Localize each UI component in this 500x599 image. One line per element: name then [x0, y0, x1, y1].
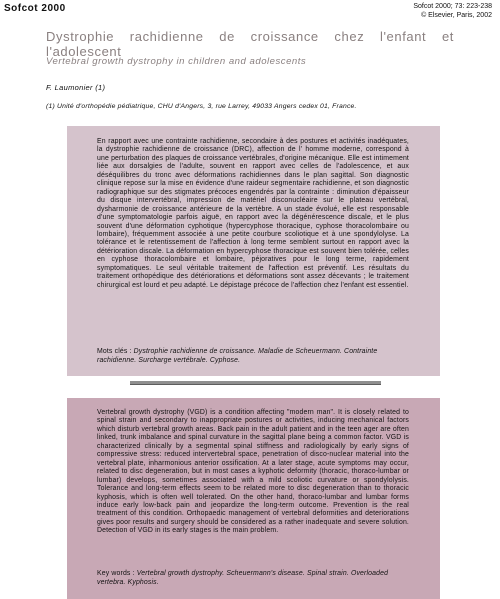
- keywords-english-list: Vertebral growth dystrophy. Scheuermann's disease. Spinal strain. Overloaded vertebra. Kyphosis.: [97, 570, 389, 586]
- keywords-french-list: Dystrophie rachidienne de croissance. Maladie de Scheuermann. Contrainte rachidienne. Surcharge vertébrale. Cyphose.: [97, 348, 378, 364]
- abstract-english-text: Vertebral growth dystrophy (VGD) is a condition affecting "modern man". It is closely related to spinal strain and secondary to inappropriate postures or activities, inducing mechanical factors which disturb vertebral growth areas. Back pain in the adult patient and in the teen ager are often linked, trunk imbalance and spinal curvature in the sagittal plane being a common factor. VGD is characterized clinically by a segmental spinal stiffness and radiologically by early signs of compressive stress: reduced intervertebral space, penetration of disco-nuclear material into the vertebral plate, inharmonious anterior ossification. At a later stage, acute symptoms may occur, related to disc degeneration, but in most cases a kyphotic deformity (thoracic, thoraco-lumbar or lumbar) develops, sometimes associated with a mild scoliotic curvature or spondylolysis. Tolerance and long-term effects seem to be related more to disc degeneration than to thoracic kyphosis, which is often well tolerated. On the other hand, thoraco-lumbar and lumbar forms induce early low-back pain and jeopardize the long-term outcome. Prevention is the real treatment of this condition. Orthopaedic management of vertebral deformities and deteriorations gives poor results and surgery should be considered as a rather inadequate and severe solution. Detection of VGD in its early stages is the main problem.: [97, 409, 409, 535]
- journal-name: Sofcot 2000: [4, 3, 66, 14]
- keywords-french-label: Mots clés :: [97, 348, 132, 355]
- article-title-english: Vertebral growth dystrophy in children and adolescents: [46, 56, 307, 67]
- abstract-french-text: En rapport avec une contrainte rachidienne, secondaire à des postures et activités inadéquates, la dystrophie rachidienne de croissance (DRC), affection de l' homme moderne, correspond à une perturbation des plaques de croissance vertébrales, d'origine mécanique. Elle est intimement liée aux dorsalgies de l'adulte, souvent en rapport avec celles de l'adolescence, et aux déséquilibres du tronc avec déformations rachidiennes dans le plan sagittal. Son diagnostic clinique repose sur la mise en évidence d'une raideur segmentaire rachidienne, et son diagnostic radiographique sur des stigmates précoces engendrés par la contrainte : diminution d'épaisseur du disque intervertébral, impression de matériel disconucléaire sur le plateau vertébral, dysharmonie de croissance antérieure de la vertèbre. A un stade évolué, elle est responsable d'une symptomatologie parfois aiguë, en rapport avec la dégénérescence discale, et le plus souvent d'une déformation cyphotique (hypercyphose thoracique, cyphose thoracolombaire ou lombaire), fréquemment associée à une petite courbure scoliotique et à une spondylolyse. La tolérance et le retentissement de l'affection à long terme semblent surtout en rapport avec la détérioration discale. La déformation en hypercyphose thoracique est souvent bien tolérée, celles en cyphose thoracolombaire et lombaire, péjoratives pour le long terme, rapidement symptomatiques. Le seul véritable traitement de l'affection est préventif. Les résultats du traitement orthopédique des détériorations et déformations sont assez décevants ; le traitement chirurgical est lourd et peu adapté. Le dépistage précoce de l'affection chez l'enfant est essentiel.: [97, 138, 409, 289]
- citation-block: [413, 2, 492, 20]
- keywords-english-label: Key words :: [97, 570, 135, 577]
- abstract-english-box: [67, 398, 440, 599]
- affiliation-line: (1) Unité d'orthopédie pédiatrique, CHU d'Angers, 3, rue Larrey, 49033 Angers cedex 01, France.: [46, 103, 357, 110]
- abstract-french-box: [67, 126, 440, 376]
- keywords-french: [97, 348, 409, 365]
- section-divider: [130, 381, 381, 385]
- article-title-french: Dystrophie rachidienne de croissance chez l'enfant et l'adolescent: [46, 28, 454, 59]
- author-line: F. Laumonier (1): [46, 83, 106, 92]
- citation-line: Sofcot 2000; 73: 223-238: [413, 3, 492, 10]
- copyright-line: © Elsevier, Paris, 2002: [421, 12, 492, 19]
- keywords-english: [97, 570, 409, 587]
